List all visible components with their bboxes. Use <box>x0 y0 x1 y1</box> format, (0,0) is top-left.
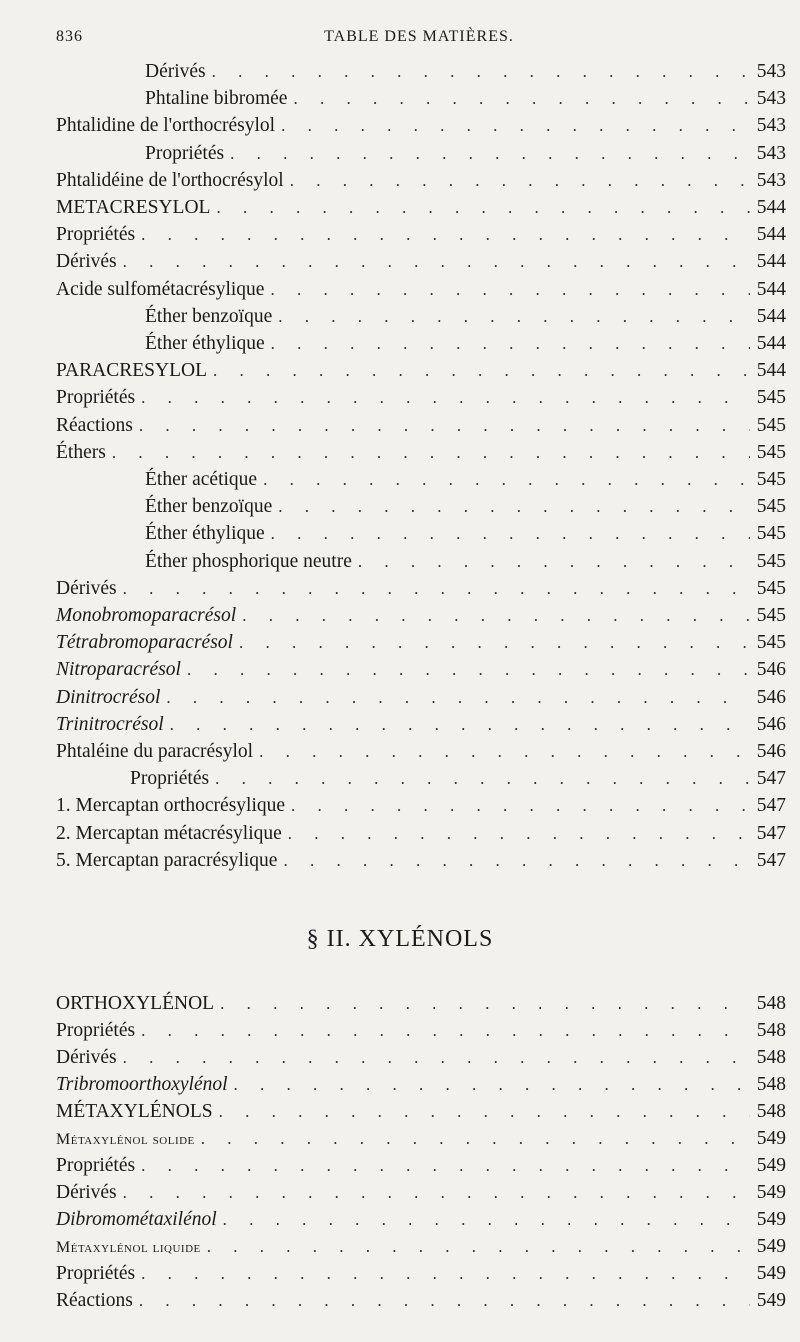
toc-entry-page: 548 <box>756 1101 786 1122</box>
toc-entry <box>56 629 786 656</box>
toc-entry-page: 544 <box>756 305 786 327</box>
toc-entry <box>56 575 786 602</box>
toc-entry <box>56 820 786 847</box>
toc-entry-page: 544 <box>756 251 786 273</box>
dot-leader <box>271 330 750 357</box>
dot-leader <box>271 520 750 547</box>
toc-entry-page: 549 <box>756 1182 786 1203</box>
dot-leader <box>170 711 750 738</box>
toc-entry <box>145 303 786 330</box>
dot-leader <box>283 847 750 874</box>
toc-entry-page: 544 <box>756 333 786 354</box>
toc-entry-page: 545 <box>756 550 786 572</box>
dot-leader <box>213 357 750 384</box>
toc-entry-page: 546 <box>756 741 786 762</box>
dot-leader <box>291 792 750 819</box>
toc-entry <box>145 330 786 357</box>
toc-entry-label: Réactions <box>56 1290 133 1311</box>
toc-entry-label: Métaxylénol liquide <box>56 1239 201 1256</box>
toc-entry <box>56 1152 786 1179</box>
toc-entry <box>56 1071 786 1098</box>
page-header <box>56 22 782 52</box>
toc-entry-label: Acide sulfométacrésylique <box>56 278 265 300</box>
toc-entry-label: Dibromométaxilénol <box>56 1209 217 1230</box>
toc-entry-label: Propriétés <box>130 768 210 790</box>
toc-entry <box>56 847 786 874</box>
toc-entry-label: Éther éthylique <box>145 333 265 354</box>
dot-leader <box>112 439 750 466</box>
dot-leader <box>141 1017 750 1044</box>
toc-entry-label: Réactions <box>56 414 133 436</box>
toc-entry-page: 545 <box>756 441 786 463</box>
toc-entry-page: 546 <box>756 713 786 735</box>
toc-entry-label: Dinitrocrésol <box>56 686 161 708</box>
toc-entry-label: Tribromoorthoxylénol <box>56 1074 228 1095</box>
toc-entry <box>145 466 786 493</box>
dot-leader <box>290 167 750 194</box>
toc-entry-label: Éther benzoïque <box>145 496 273 518</box>
toc-entry-label: Éther acétique <box>145 469 258 490</box>
toc-entry-label: Propriétés <box>56 387 136 409</box>
toc-entry-label: Propriétés <box>56 1263 136 1284</box>
dot-leader <box>242 602 750 629</box>
toc-entry-page: 544 <box>756 278 786 300</box>
dot-leader <box>123 1044 750 1071</box>
toc-entry-label: Métaxylénol solide <box>56 1131 195 1148</box>
toc-entry-label: Trinitrocrésol <box>56 713 164 735</box>
dot-leader <box>139 412 750 439</box>
toc-entry-page: 546 <box>756 686 786 708</box>
toc-entry-label: METACRESYLOL <box>56 197 211 218</box>
toc-entry-page: 547 <box>756 768 786 790</box>
toc-entry-label: Dérivés <box>145 61 206 82</box>
toc-entry-page: 544 <box>756 224 786 246</box>
toc-entry <box>145 548 786 575</box>
toc-entry-label: PARACRESYLOL <box>56 360 207 382</box>
toc-entry-page: 549 <box>756 1128 786 1149</box>
toc-entry-page: 543 <box>756 61 786 82</box>
toc-entry <box>56 439 786 466</box>
toc-entry-page: 547 <box>756 795 786 817</box>
dot-leader <box>123 248 750 275</box>
toc-entry <box>56 276 786 303</box>
toc-entry <box>56 1044 786 1071</box>
toc-entry-page: 545 <box>756 577 786 599</box>
toc-entry <box>56 684 786 711</box>
toc-entry-label: Propriétés <box>56 224 136 246</box>
dot-leader <box>123 1179 750 1206</box>
toc-entry-page: 545 <box>756 414 786 436</box>
dot-leader <box>141 221 750 248</box>
dot-leader <box>216 194 750 221</box>
toc-entry-page: 545 <box>756 605 786 626</box>
toc-entry <box>145 520 786 547</box>
toc-entry <box>56 711 786 738</box>
toc-entry-label: Tétrabromoparacrésol <box>56 632 233 654</box>
toc-entry <box>56 384 786 411</box>
toc-entry-label: Éther phosphorique neutre <box>145 550 352 572</box>
toc-entry-page: 549 <box>756 1155 786 1176</box>
toc-entry-label: MÉTAXYLÉNOLS <box>56 1101 213 1122</box>
toc-entry-page: 543 <box>756 169 786 191</box>
toc-entry-label: Dérivés <box>56 251 117 273</box>
toc-entry-page: 545 <box>756 523 786 545</box>
dot-leader <box>223 1206 750 1233</box>
toc-entry <box>56 1260 786 1287</box>
running-title: TABLE DES MATIÈRES. <box>324 28 514 45</box>
dot-leader <box>239 629 750 656</box>
dot-leader <box>141 384 750 411</box>
toc-entry <box>56 221 786 248</box>
toc-entry <box>56 1017 786 1044</box>
toc-entry-page: 548 <box>756 1020 786 1041</box>
toc-entry-label: Éthers <box>56 441 106 463</box>
toc-entry <box>56 1233 786 1260</box>
toc-entry-page: 548 <box>756 1047 786 1068</box>
toc-entry-page: 549 <box>756 1263 786 1284</box>
dot-leader <box>278 493 750 520</box>
toc-entry-label: Nitroparacrésol <box>56 659 181 681</box>
dot-leader <box>201 1125 750 1152</box>
toc-entry-page: 545 <box>756 469 786 490</box>
toc-entry-label: 5. Mercaptan paracrésylique <box>56 849 278 871</box>
toc-entry-label: Phtaléine du paracrésylol <box>56 741 254 762</box>
toc-entry-page: 546 <box>756 659 786 681</box>
page-number: 836 <box>56 28 83 45</box>
dot-leader <box>281 112 750 139</box>
toc-entry-label: Monobromoparacrésol <box>56 605 237 626</box>
dot-leader <box>278 303 750 330</box>
dot-leader <box>270 276 750 303</box>
toc-entry-label: Éther éthylique <box>145 523 265 545</box>
dot-leader <box>215 765 750 792</box>
toc-entry-label: 1. Mercaptan orthocrésylique <box>56 795 286 817</box>
toc-entry-page: 549 <box>756 1209 786 1230</box>
toc-entry-label: 2. Mercaptan métacrésylique <box>56 822 282 844</box>
toc-entry <box>145 140 786 167</box>
dot-leader <box>219 1098 750 1125</box>
toc-entry-page: 543 <box>756 88 786 110</box>
toc-entry-label: Phtalidéine de l'orthocrésylol <box>56 169 284 191</box>
toc-entry <box>56 248 786 275</box>
toc-entry-label: Propriétés <box>56 1155 136 1176</box>
dot-leader <box>141 1152 750 1179</box>
toc-entry <box>145 58 786 85</box>
toc-entry-page: 544 <box>756 360 786 382</box>
toc-entry-page: 545 <box>756 632 786 654</box>
toc-entry <box>56 357 786 384</box>
toc-entry-page: 545 <box>756 496 786 518</box>
toc-entry <box>56 1098 786 1125</box>
toc-entry-page: 543 <box>756 142 786 164</box>
toc-entry-page: 548 <box>756 1074 786 1095</box>
toc-entry <box>56 656 786 683</box>
toc-entry-label: Phtaline bibromée <box>145 88 288 110</box>
dot-leader <box>187 656 750 683</box>
dot-leader <box>139 1287 750 1314</box>
toc-entry-page: 548 <box>756 993 786 1014</box>
toc-entry-page: 544 <box>756 197 786 218</box>
toc-entry-label: Propriétés <box>56 1020 136 1041</box>
section-heading-xylenols: § II. XYLÉNOLS <box>306 926 494 952</box>
dot-leader <box>263 466 750 493</box>
toc-entry-page: 547 <box>756 849 786 871</box>
toc-entry <box>56 1125 786 1152</box>
toc-entry-page: 547 <box>756 822 786 844</box>
toc-entry-label: Dérivés <box>56 577 117 599</box>
toc-entry <box>130 765 786 792</box>
toc-entry <box>56 602 786 629</box>
dot-leader <box>293 85 750 112</box>
toc-entry <box>56 412 786 439</box>
toc-entry-label: Phtalidine de l'orthocrésylol <box>56 115 276 137</box>
dot-leader <box>220 990 750 1017</box>
toc-entry-page: 549 <box>756 1290 786 1311</box>
dot-leader <box>259 738 750 765</box>
dot-leader <box>234 1071 750 1098</box>
toc-entry <box>56 1287 786 1314</box>
dot-leader <box>166 684 750 711</box>
toc-entry-label: ORTHOXYLÉNOL <box>56 993 215 1014</box>
toc-entry-label: Dérivés <box>56 1047 117 1068</box>
dot-leader <box>288 820 750 847</box>
dot-leader <box>207 1233 750 1260</box>
toc-entry <box>56 990 786 1017</box>
dot-leader <box>123 575 750 602</box>
toc-entry <box>145 85 786 112</box>
toc-entry <box>56 1206 786 1233</box>
toc-entry-label: Éther benzoïque <box>145 305 273 327</box>
dot-leader <box>230 140 750 167</box>
toc-entry <box>145 493 786 520</box>
toc-entry-label: Dérivés <box>56 1182 117 1203</box>
toc-entry <box>56 167 786 194</box>
toc-entry <box>56 112 786 139</box>
dot-leader <box>212 58 750 85</box>
toc-entry-page: 545 <box>756 387 786 409</box>
dot-leader <box>141 1260 750 1287</box>
dot-leader <box>358 548 750 575</box>
toc-entry-page: 549 <box>756 1236 786 1257</box>
toc-entry <box>56 194 786 221</box>
toc-entry <box>56 1179 786 1206</box>
toc-entry-label: Propriétés <box>145 142 225 164</box>
toc-entry <box>56 738 786 765</box>
toc-entry-page: 543 <box>756 115 786 137</box>
toc-entry <box>56 792 786 819</box>
